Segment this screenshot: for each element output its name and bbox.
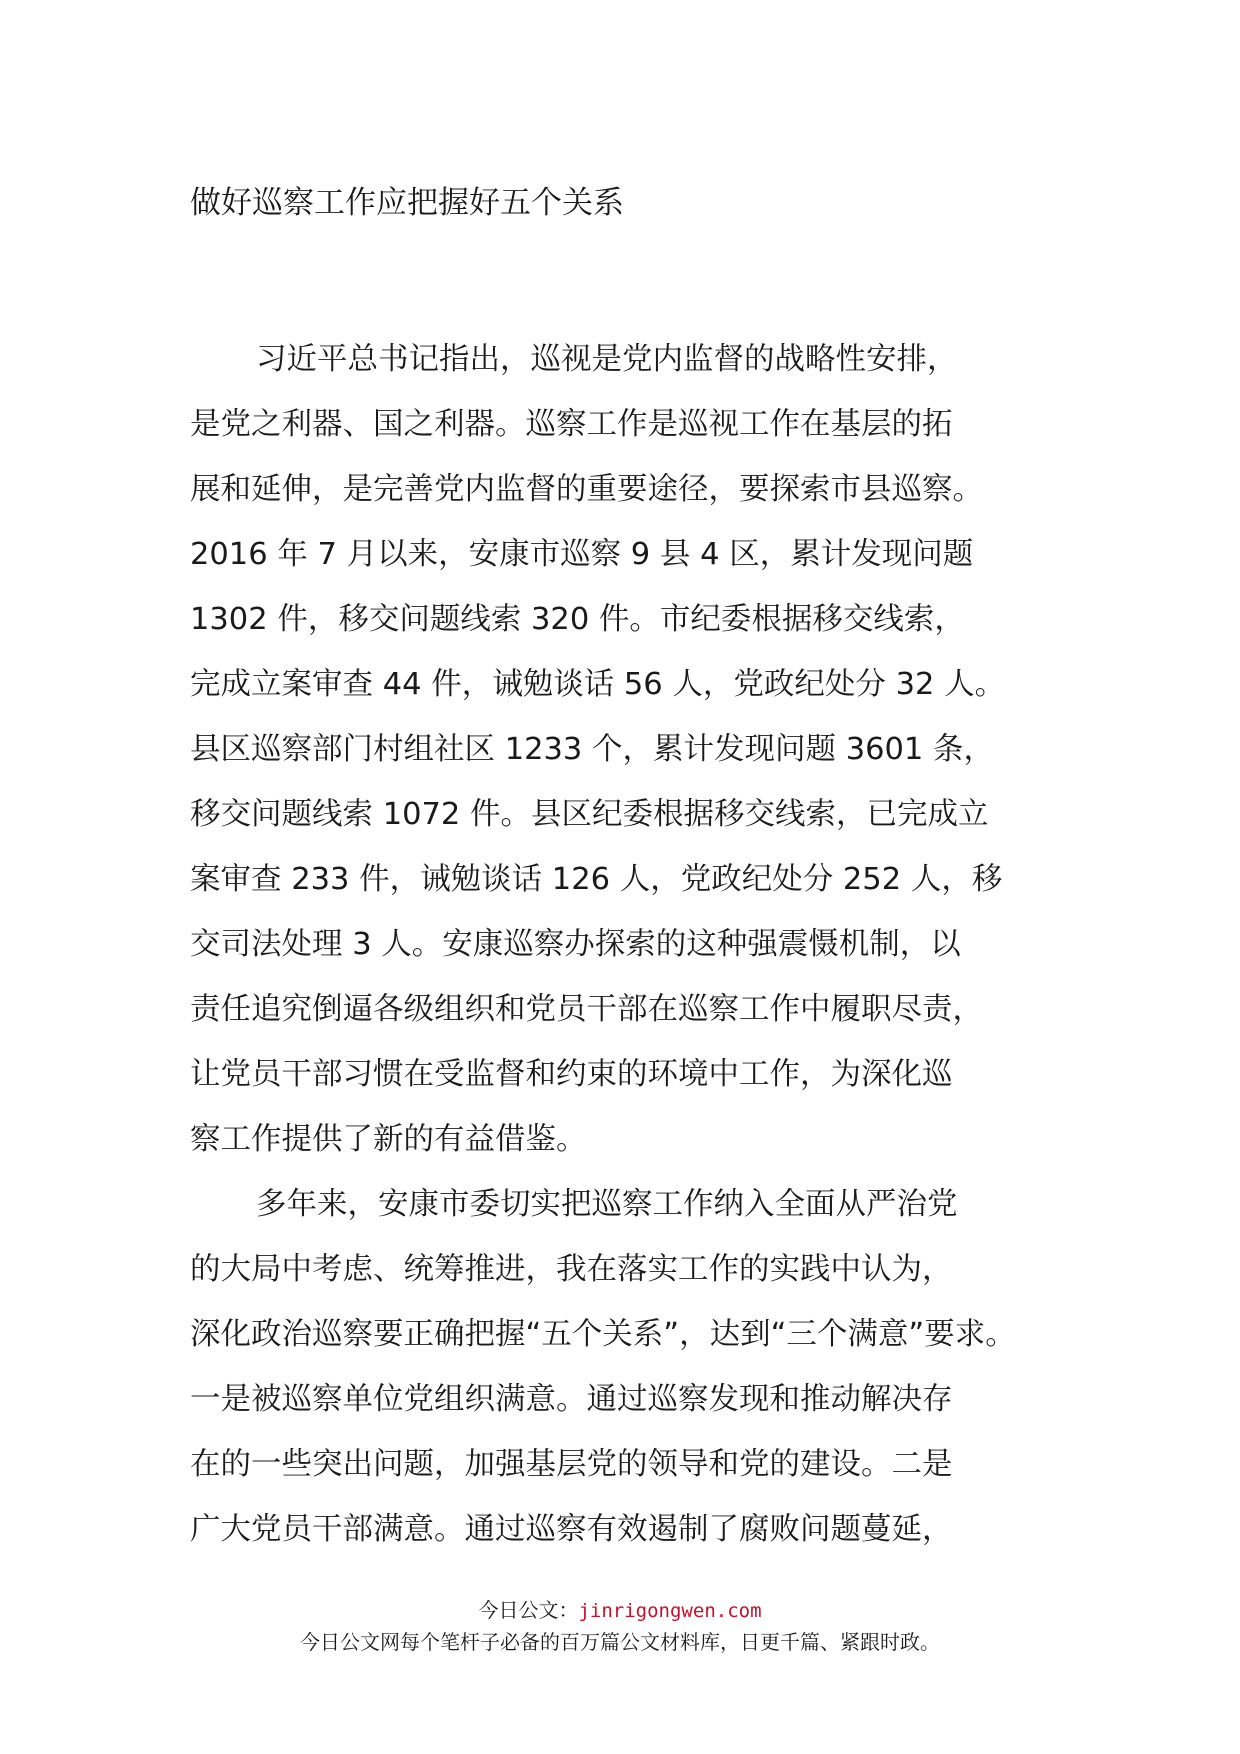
paragraph-line: 1302 件，移交问题线索 320 件。市纪委根据移交线索， <box>190 602 965 637</box>
paragraph-line: 的大局中考虑、统筹推进，我在落实工作的实践中认为， <box>190 1252 953 1287</box>
footer-site-line <box>0 1594 1240 1623</box>
paragraph-line: 是党之利器、国之利器。巡察工作是巡视工作在基层的拓 <box>190 407 953 442</box>
paragraph-line: 察工作提供了新的有益借鉴。 <box>190 1122 587 1157</box>
paragraph-line: 交司法处理 3 人。安康巡察办探索的这种强震慑机制，以 <box>190 927 961 962</box>
paragraph-line: 一是被巡察单位党组织满意。通过巡察发现和推动解决存 <box>190 1382 953 1417</box>
footer-site-label: 今日公文： <box>478 1598 579 1622</box>
document-body <box>190 327 1070 1562</box>
paragraph-line: 让党员干部习惯在受监督和约束的环境中工作，为深化巡 <box>190 1057 953 1092</box>
paragraph-line: 多年来，安康市委切实把巡察工作纳入全面从严治党 <box>256 1187 958 1222</box>
paragraph-line: 移交问题线索 1072 件。县区纪委根据移交线索，已完成立 <box>190 797 989 832</box>
paragraph-line: 完成立案审查 44 件，诫勉谈话 56 人，党政纪处分 32 人。 <box>190 667 1006 702</box>
paragraph-line: 2016 年 7 月以来，安康市巡察 9 县 4 区，累计发现问题 <box>190 537 974 572</box>
paragraph-line: 责任追究倒逼各级组织和党员干部在巡察工作中履职尽责， <box>190 992 983 1027</box>
paragraph-line: 案审查 233 件，诫勉谈话 126 人，党政纪处分 252 人，移 <box>190 862 1003 897</box>
paragraph-line: 习近平总书记指出，巡视是党内监督的战略性安排， <box>256 342 958 377</box>
paragraph-line: 县区巡察部门村组社区 1233 个，累计发现问题 3601 条， <box>190 732 995 767</box>
paragraph-line: 深化政治巡察要正确把握“五个关系”，达到“三个满意”要求。 <box>190 1317 1016 1352</box>
footer-slogan: 今日公文网每个笔杆子必备的百万篇公文材料库，日更千篇、紧跟时政。 <box>300 1630 940 1654</box>
paragraph-line: 在的一些突出问题，加强基层党的领导和党的建设。二是 <box>190 1447 953 1482</box>
document-title: 做好巡察工作应把握好五个关系 <box>190 185 624 221</box>
paragraph-line: 广大党员干部满意。通过巡察有效遏制了腐败问题蔓延， <box>190 1512 953 1547</box>
paragraph-line: 展和延伸，是完善党内监督的重要途径，要探索市县巡察。 <box>190 472 983 507</box>
footer-site-link[interactable]: jinrigongwen.com <box>578 1600 762 1622</box>
